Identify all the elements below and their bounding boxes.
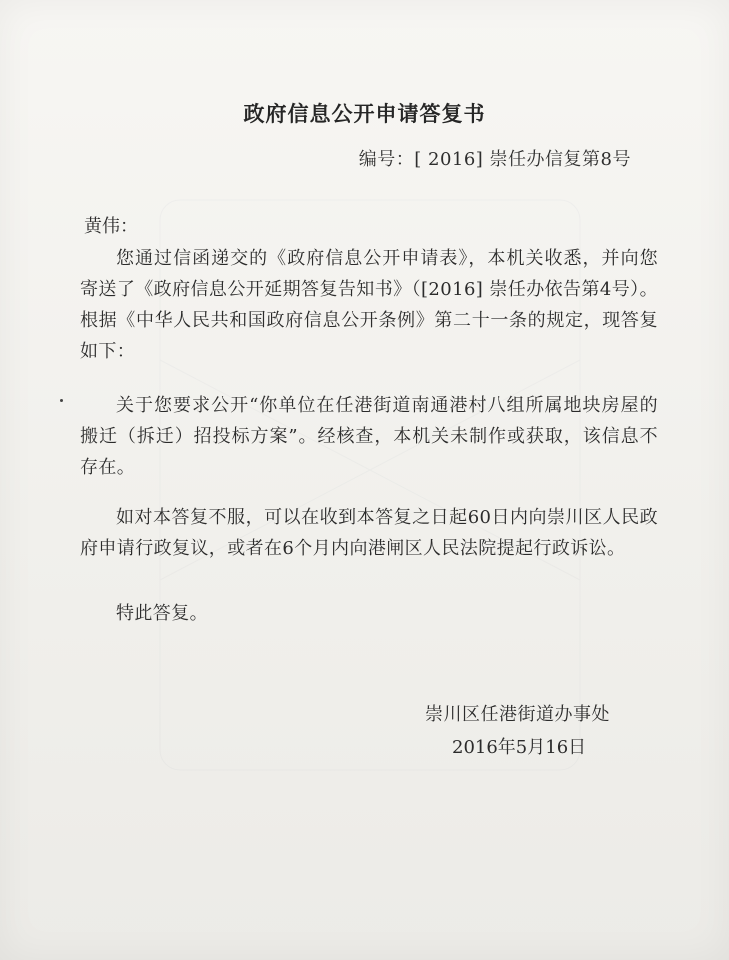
paragraph-reply: 关于您要求公开“你单位在任港街道南通港村八组所属地块房屋的搬迁（拆迁）招投标方案”。经核查，本机关未制作或获取，该信息不存在。 — [80, 395, 658, 478]
paper-speck — [60, 399, 63, 402]
document-number: 编号：[ 2016] 崇任办信复第8号 — [358, 149, 631, 170]
addressee: 黄伟： — [84, 216, 138, 237]
paragraph-appeal-rights: 如对本答复不服，可以在收到本答复之日起60日内向崇川区人民政府申请行政复议，或者在6个月内向港闸区人民法院提起行政诉讼。 — [80, 507, 658, 559]
signature-date: 2016年5月16日 — [452, 737, 587, 758]
paragraph-receipt: 您通过信函递交的《政府信息公开申请表》，本机关收悉，并向您寄送了《政府信息公开延期答复告知书》（[2016] 崇任办依告第4号）。根据《中华人民共和国政府信息公开条例》第二十一条的规定，现答复如下： — [80, 248, 658, 362]
document-title: 政府信息公开申请答复书 — [243, 102, 486, 126]
paragraph-closing: 特此答复。 — [116, 603, 208, 624]
signature-office: 崇川区任港街道办事处 — [425, 704, 610, 725]
